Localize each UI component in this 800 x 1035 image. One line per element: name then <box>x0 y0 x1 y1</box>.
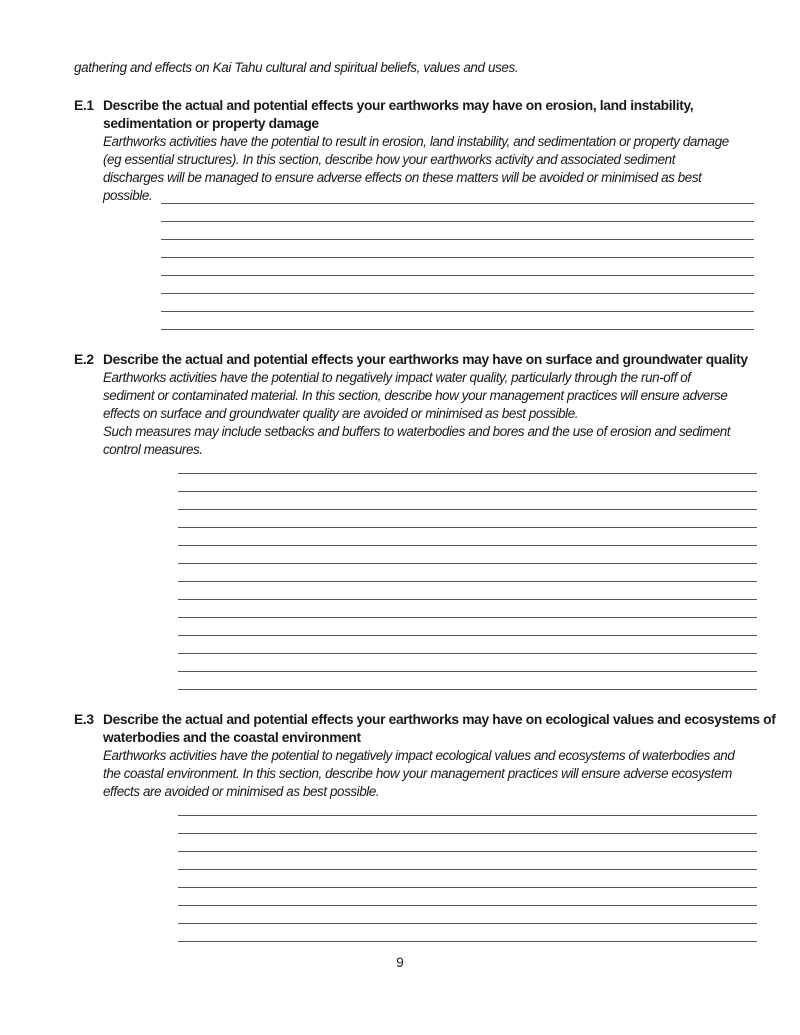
answer-line[interactable] <box>161 203 754 204</box>
answer-line[interactable] <box>178 491 757 492</box>
intro-continuation-text: gathering and effects on Kai Tahu cultural and spiritual beliefs, values and uses. <box>74 60 519 75</box>
section-heading-line: waterbodies and the coastal environment <box>103 730 361 745</box>
section-heading-line: sedimentation or property damage <box>103 116 319 131</box>
section-description <box>103 369 730 459</box>
description-line: Such measures may include setbacks and buffers to waterbodies and bores and the use of erosion and sediment <box>103 424 731 439</box>
answer-line[interactable] <box>161 221 754 222</box>
description-line: the coastal environment. In this section, describe how your management practices will ensure adverse ecosystem <box>103 766 732 781</box>
description-line: possible. <box>103 188 153 203</box>
description-line: effects are avoided or minimised as best possible. <box>103 784 380 799</box>
page-number: 9 <box>396 955 404 970</box>
section-description <box>103 747 734 801</box>
answer-line[interactable] <box>178 563 757 564</box>
answer-line[interactable] <box>161 257 754 258</box>
answer-line[interactable] <box>178 671 757 672</box>
section-heading-line: Describe the actual and potential effects your earthworks may have on ecological values and ecosystems of <box>103 712 776 727</box>
answer-line[interactable] <box>178 653 757 654</box>
answer-line[interactable] <box>178 689 757 690</box>
answer-line[interactable] <box>178 851 757 852</box>
answer-line[interactable] <box>178 941 757 942</box>
answer-line[interactable] <box>161 329 754 330</box>
answer-line[interactable] <box>178 869 757 870</box>
description-line: control measures. <box>103 442 203 457</box>
section-heading-line: Describe the actual and potential effects your earthworks may have on surface and groundwater quality <box>103 352 748 367</box>
answer-line[interactable] <box>161 239 754 240</box>
description-line: Earthworks activities have the potential to result in erosion, land instability, and sedimentation or property damage <box>103 134 729 149</box>
answer-line[interactable] <box>178 923 757 924</box>
answer-line[interactable] <box>178 545 757 546</box>
section-number: E.1 <box>74 98 94 113</box>
answer-line[interactable] <box>178 815 757 816</box>
description-line: Earthworks activities have the potential to negatively impact ecological values and ecosystems of waterbodies and <box>103 748 735 763</box>
section-description <box>103 133 729 205</box>
answer-line[interactable] <box>178 635 757 636</box>
answer-line[interactable] <box>178 833 757 834</box>
description-line: effects on surface and groundwater quality are avoided or minimised as best possible. <box>103 406 579 421</box>
answer-line[interactable] <box>178 527 757 528</box>
answer-line[interactable] <box>178 473 757 474</box>
answer-line[interactable] <box>178 599 757 600</box>
description-line: (eg essential structures). In this section, describe how your earthworks activity and associated sediment <box>103 152 676 167</box>
answer-line[interactable] <box>161 293 754 294</box>
section-number: E.3 <box>74 712 94 727</box>
description-line: Earthworks activities have the potential to negatively impact water quality, particularly through the run-off of <box>103 370 691 385</box>
answer-line[interactable] <box>178 509 757 510</box>
description-line: discharges will be managed to ensure adverse effects on these matters will be avoided or minimised as best <box>103 170 702 185</box>
answer-line[interactable] <box>178 887 757 888</box>
answer-line[interactable] <box>178 617 757 618</box>
answer-line[interactable] <box>178 905 757 906</box>
answer-line[interactable] <box>161 311 754 312</box>
answer-line[interactable] <box>161 275 754 276</box>
description-line: sediment or contaminated material. In this section, describe how your management practices will ensure adverse <box>103 388 728 403</box>
section-number: E.2 <box>74 352 94 367</box>
section-heading-line: Describe the actual and potential effects your earthworks may have on erosion, land instability, <box>103 98 694 113</box>
answer-line[interactable] <box>178 581 757 582</box>
